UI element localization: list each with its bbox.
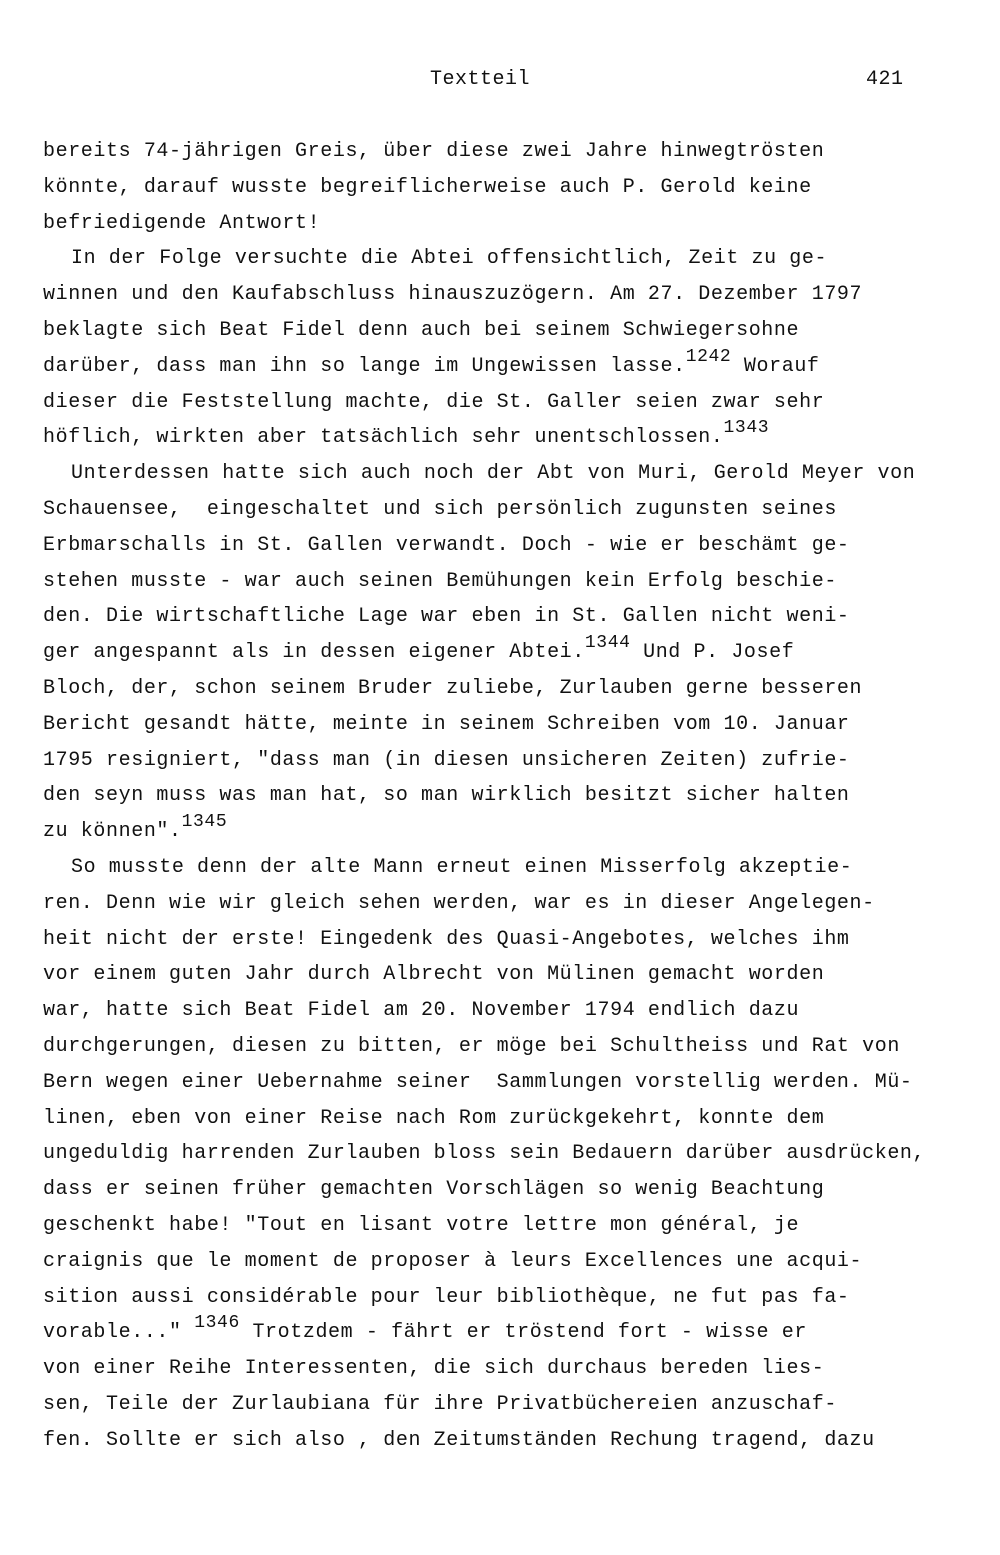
text-line: Bericht gesandt hätte, meinte in seinem Schreiben vom 10. Januar [43,712,850,736]
text-line: könnte, darauf wusste begreiflicherweise auch P. Gerold keine [43,175,812,199]
text-line: heit nicht der erste! Eingedenk des Quasi-Angebotes, welches ihm [43,927,850,951]
text-line: Schauensee, eingeschaltet und sich persönlich zugunsten seines [43,497,837,521]
line-text: zu können". [43,820,182,844]
line-text: vorable..." [43,1321,195,1345]
text-line: den. Die wirtschaftliche Lage war eben in St. Gallen nicht weni- [43,605,850,629]
text-line: war, hatte sich Beat Fidel am 20. November 1794 endlich dazu [43,999,800,1023]
line-text: höflich, wirkten aber tatsächlich sehr unentschlossen. [43,426,724,450]
text-line: geschenkt habe! "Tout en lisant votre lettre mon général, je [43,1213,800,1237]
footnote-reference: 1346 [194,1313,240,1334]
text-line: winnen und den Kaufabschluss hinauszuzögern. Am 27. Dezember 1797 [43,283,863,307]
text-line: dass er seinen früher gemachten Vorschlägen so wenig Beachtung [43,1178,825,1202]
text-line: So musste denn der alte Mann erneut einen Misserfolg akzeptie- [71,855,853,879]
page-number: 421 [866,68,904,91]
text-line: Bloch, der, schon seinem Bruder zuliebe, Zurlauben gerne besseren [43,676,863,700]
text-line: craignis que le moment de proposer à leurs Excellences une acqui- [43,1249,863,1273]
text-line: Bern wegen einer Uebernahme seiner Sammlungen vorstellig werden. Mü- [43,1070,913,1094]
page-header [0,68,1000,98]
line-text-continuation: Worauf [731,354,820,378]
line-text: darüber, dass man ihn so lange im Ungewissen lasse. [43,354,686,378]
text-line [43,1315,943,1351]
text-line: In der Folge versuchte die Abtei offensichtlich, Zeit zu ge- [71,247,828,271]
text-line: den seyn muss was man hat, so man wirklich besitzt sicher halten [43,784,850,808]
footnote-reference: 1344 [584,633,631,654]
text-line [43,635,943,671]
body-text [43,134,943,1458]
line-text-continuation: Trotzdem - fährt er tröstend fort - wisse er [239,1321,807,1345]
text-line: durchgerungen, diesen zu bitten, er möge bei Schultheiss und Rat von [43,1034,900,1058]
text-line: beklagte sich Beat Fidel denn auch bei seinem Schwiegersohne [43,318,800,342]
text-line [43,346,943,385]
footnote-reference: 1345 [181,812,228,833]
text-line: vor einem guten Jahr durch Albrecht von Mülinen gemacht worden [43,963,825,987]
text-line: befriedigende Antwort! [43,211,321,235]
text-line: ren. Denn wie wir gleich sehen werden, war es in dieser Angelegen- [43,891,875,915]
running-title: Textteil [430,68,531,91]
text-line: linen, eben von einer Reise nach Rom zurückgekehrt, konnte dem [43,1106,825,1130]
text-line [43,420,943,456]
text-line: ungeduldig harrenden Zurlauben bloss sein Bedauern darüber ausdrücken, [43,1142,926,1166]
text-line: Erbmarschalls in St. Gallen verwandt. Doch - wie er beschämt ge- [43,533,850,557]
text-line: fen. Sollte er sich also , den Zeitumständen Rechung tragend, dazu [43,1428,875,1452]
line-text: ger angespannt als in dessen eigener Abtei. [43,641,585,665]
footnote-reference: 1242 [685,346,732,367]
text-line: bereits 74-jährigen Greis, über diese zwei Jahre hinwegtrösten [43,140,825,163]
text-line [43,814,943,850]
text-line: 1795 resigniert, "dass man (in diesen unsicheren Zeiten) zufrie- [43,748,850,772]
text-line: stehen musste - war auch seinen Bemühungen kein Erfolg beschie- [43,569,837,593]
text-line: sition aussi considérable pour leur bibliothèque, ne fut pas fa- [43,1285,850,1309]
footnote-reference: 1343 [723,418,770,439]
text-line: dieser die Feststellung machte, die St. Galler seien zwar sehr [43,390,825,414]
line-text-continuation: Und P. Josef [630,641,795,665]
text-line: Unterdessen hatte sich auch noch der Abt von Muri, Gerold Meyer von [71,462,916,486]
text-line: sen, Teile der Zurlaubiana für ihre Privatbüchereien anzuschaf- [43,1392,837,1416]
text-line: von einer Reihe Interessenten, die sich durchaus bereden lies- [43,1357,825,1381]
